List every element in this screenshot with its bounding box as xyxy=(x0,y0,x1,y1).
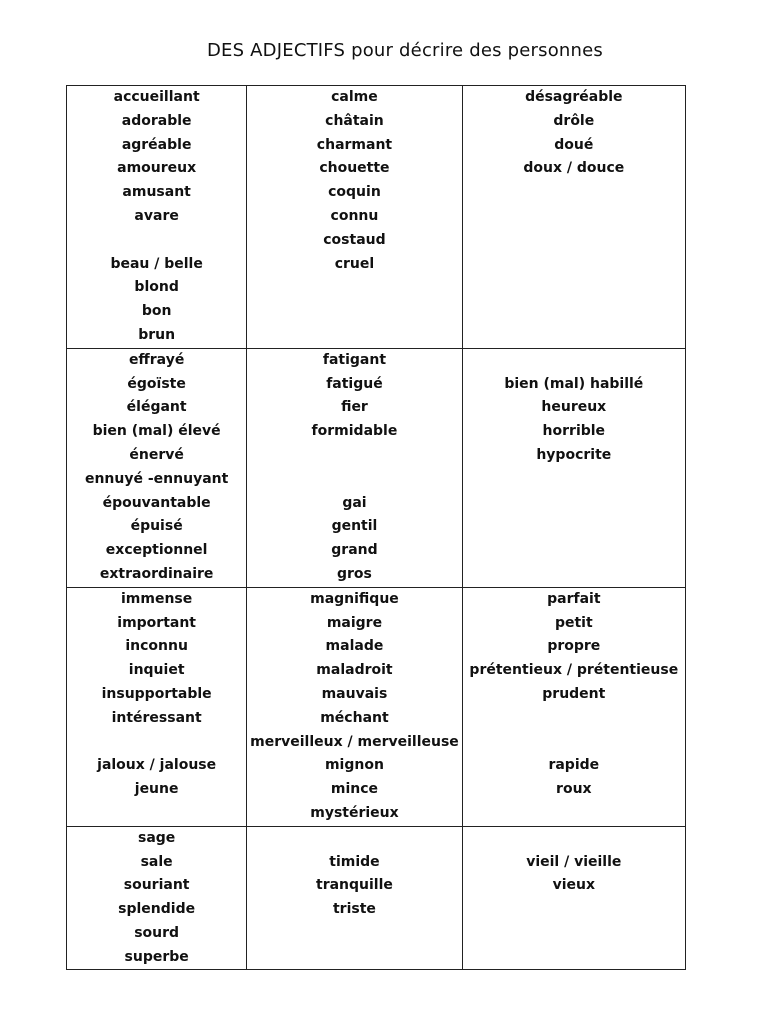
blank-line xyxy=(247,276,461,300)
word-list xyxy=(247,827,461,970)
table-cell xyxy=(247,348,462,587)
adjective: brun xyxy=(138,326,176,343)
adjective: fatigué xyxy=(326,375,383,392)
adjective: méchant xyxy=(320,709,389,726)
blank-line xyxy=(463,229,685,253)
adjective: bien (mal) habillé xyxy=(504,375,644,392)
adjective: triste xyxy=(332,901,376,918)
adjective: bon xyxy=(141,303,172,320)
blank-line xyxy=(463,946,685,970)
adjective: inconnu xyxy=(125,638,188,655)
adjective: sage xyxy=(137,829,176,846)
adjective: épouvantable xyxy=(102,494,211,511)
table-row xyxy=(67,587,686,826)
adjective: vieux xyxy=(552,877,596,894)
blank-line xyxy=(463,539,685,563)
blank-line xyxy=(67,731,246,755)
adjective: formidable xyxy=(311,423,398,440)
adjective: hypocrite xyxy=(536,446,612,463)
adjective: agréable xyxy=(121,136,192,153)
table-cell xyxy=(462,826,685,970)
adjective: doux / douce xyxy=(523,160,625,177)
adjective: chouette xyxy=(319,160,390,177)
adjective: adorable xyxy=(121,112,192,129)
adjective: malade xyxy=(325,638,384,655)
adjective: désagréable xyxy=(525,89,623,105)
adjective: roux xyxy=(556,781,592,798)
adjective: inquiet xyxy=(128,662,185,679)
adjective: merveilleux / merveilleuse xyxy=(250,733,459,750)
blank-line xyxy=(463,898,685,922)
adjective: épuisé xyxy=(130,518,183,535)
adjective: effrayé xyxy=(128,351,185,368)
word-list xyxy=(463,827,685,970)
adjective: calme xyxy=(331,89,378,105)
word-list xyxy=(67,827,246,970)
adjective: prudent xyxy=(542,685,606,702)
adjective: superbe xyxy=(124,948,189,965)
adjective: énervé xyxy=(129,446,184,463)
blank-line xyxy=(463,922,685,946)
word-list xyxy=(463,86,685,348)
table-cell xyxy=(67,587,247,826)
table-cell xyxy=(247,587,462,826)
blank-line xyxy=(247,922,461,946)
blank-line xyxy=(463,707,685,731)
adjective: exceptionnel xyxy=(105,542,208,559)
adjective: souriant xyxy=(123,877,190,894)
adjective: immense xyxy=(121,590,193,607)
blank-line xyxy=(247,444,461,468)
blank-line xyxy=(463,300,685,324)
table-cell xyxy=(247,86,462,349)
blank-line xyxy=(247,324,461,348)
blank-line xyxy=(463,515,685,539)
table-cell xyxy=(67,348,247,587)
adjective: petit xyxy=(554,614,593,631)
blank-line xyxy=(463,827,685,851)
adjective: gai xyxy=(342,494,367,511)
adjective: doué xyxy=(554,136,594,153)
table-row xyxy=(67,348,686,587)
adjective: ennuyé -ennuyant xyxy=(84,470,229,487)
adjective: grand xyxy=(331,542,378,559)
adjective: gentil xyxy=(331,518,378,535)
adjective: jaloux / jalouse xyxy=(97,757,217,774)
table-cell xyxy=(462,348,685,587)
adjective: jeune xyxy=(134,781,179,798)
word-list xyxy=(463,349,685,587)
word-list xyxy=(67,349,246,587)
adjective: sale xyxy=(140,853,173,870)
word-list xyxy=(247,86,461,348)
blank-line xyxy=(67,802,246,826)
adjective: connu xyxy=(330,207,379,224)
table-cell xyxy=(462,587,685,826)
table-row xyxy=(67,826,686,970)
blank-line xyxy=(247,827,461,851)
blank-line xyxy=(463,468,685,492)
table-cell xyxy=(67,826,247,970)
adjective: fatigant xyxy=(322,351,387,368)
word-list xyxy=(247,588,461,826)
adjective: maladroit xyxy=(316,662,393,679)
adjective: mystérieux xyxy=(310,804,399,821)
adjective: blond xyxy=(134,279,179,296)
blank-line xyxy=(247,300,461,324)
adjective: amoureux xyxy=(117,160,197,177)
adjective: bien (mal) élevé xyxy=(92,423,221,440)
adjective: châtain xyxy=(325,112,384,129)
adjective: élégant xyxy=(126,399,187,416)
adjective: parfait xyxy=(547,590,601,607)
blank-line xyxy=(463,324,685,348)
blank-line xyxy=(67,229,246,253)
adjective: mince xyxy=(330,781,379,798)
adjective-table-body xyxy=(67,86,686,970)
adjective: splendide xyxy=(118,901,196,918)
adjective: beau / belle xyxy=(110,255,203,272)
blank-line xyxy=(463,492,685,516)
blank-line xyxy=(463,802,685,826)
table-cell xyxy=(462,86,685,349)
adjective: avare xyxy=(134,207,179,224)
adjective: magnifique xyxy=(310,590,399,607)
adjective: heureux xyxy=(541,399,607,416)
blank-line xyxy=(463,563,685,587)
word-list xyxy=(463,588,685,826)
adjective: drôle xyxy=(553,112,595,129)
word-list xyxy=(67,86,246,348)
blank-line xyxy=(463,253,685,277)
adjective: rapide xyxy=(548,757,600,774)
adjective-table xyxy=(66,85,686,970)
word-list xyxy=(247,349,461,587)
adjective: cruel xyxy=(334,255,375,272)
blank-line xyxy=(247,946,461,970)
blank-line xyxy=(463,349,685,373)
adjective: costaud xyxy=(323,231,386,248)
adjective: prétentieux / prétentieuse xyxy=(469,662,679,679)
adjective: sourd xyxy=(134,924,180,941)
adjective: gros xyxy=(337,565,372,582)
table-row xyxy=(67,86,686,349)
page-title: DES ADJECTIFS pour décrire des personnes xyxy=(206,40,604,61)
adjective: charmant xyxy=(316,136,393,153)
adjective: timide xyxy=(329,853,380,870)
adjective: amusant xyxy=(122,184,191,201)
word-list xyxy=(67,588,246,826)
blank-line xyxy=(463,731,685,755)
adjective: propre xyxy=(547,638,601,655)
adjective: tranquille xyxy=(316,877,393,894)
adjective: mauvais xyxy=(321,685,388,702)
adjective: mignon xyxy=(324,757,384,774)
adjective: important xyxy=(117,614,196,631)
adjective: coquin xyxy=(328,184,381,201)
adjective: insupportable xyxy=(101,685,212,702)
adjective: horrible xyxy=(542,423,606,440)
table-cell xyxy=(247,826,462,970)
adjective: égoïste xyxy=(127,375,186,392)
blank-line xyxy=(247,468,461,492)
table-cell xyxy=(67,86,247,349)
adjective: extraordinaire xyxy=(99,565,214,582)
adjective: accueillant xyxy=(113,89,200,105)
adjective: maigre xyxy=(326,614,383,631)
adjective: fier xyxy=(341,399,368,416)
adjective: vieil / vieille xyxy=(526,853,622,870)
blank-line xyxy=(463,181,685,205)
blank-line xyxy=(463,276,685,300)
adjective: intéressant xyxy=(111,709,202,726)
blank-line xyxy=(463,205,685,229)
